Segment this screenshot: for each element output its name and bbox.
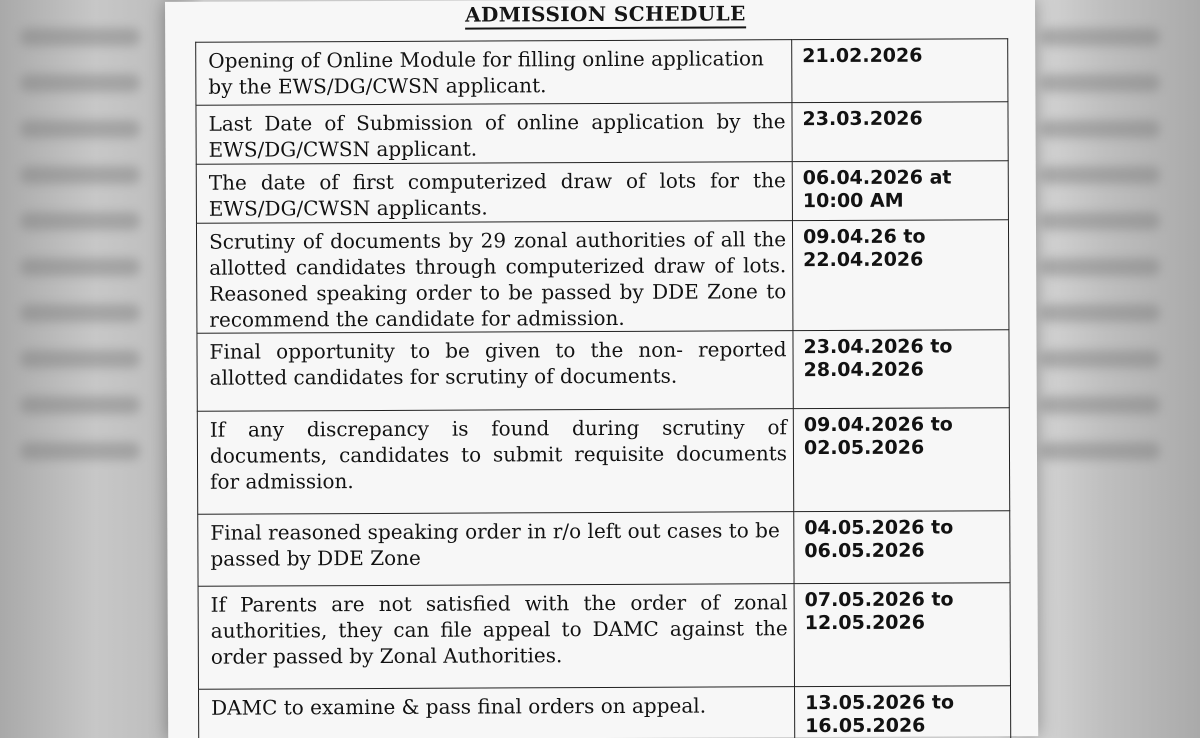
description-text: The date of first computerized draw of lots for the EWS/DG/CWSN applicants.	[208, 168, 786, 221]
admission-schedule-table	[195, 38, 1011, 738]
schedule-description	[198, 584, 794, 690]
blurred-text-line	[20, 396, 140, 414]
blurred-background-right	[1020, 0, 1200, 738]
blurred-text-line	[1040, 166, 1160, 184]
schedule-date: 09.04.2026 to 02.05.2026	[793, 408, 1009, 512]
blurred-text-line	[1040, 304, 1160, 322]
blurred-text-line	[1040, 28, 1160, 46]
description-text: If Parents are not satisfied with the order of zonal authorities, they can file appeal to DAMC against the order passed by Zonal Authorities.	[210, 590, 788, 669]
description-text: Scrutiny of documents by 29 zonal authorities of all the allotted candidates through computerized draw of lots. Reasoned speaking order to be passed by DDE Zone to recommend the candidate for admission.	[208, 227, 787, 332]
schedule-date: 06.04.2026 at 10:00 AM	[792, 161, 1008, 221]
schedule-row-last-date	[196, 102, 1008, 165]
blurred-text-line	[20, 166, 140, 184]
schedule-description	[196, 162, 792, 224]
schedule-row-document-scrutiny	[196, 220, 1008, 334]
schedule-row-final-opportunity	[197, 330, 1009, 412]
blurred-text-line	[1040, 396, 1160, 414]
page-title: ADMISSION SCHEDULE	[465, 1, 746, 29]
blurred-text-line	[20, 258, 140, 276]
blurred-text-line	[20, 304, 140, 322]
blurred-background-left	[0, 0, 180, 738]
schedule-row-draw-of-lots	[196, 161, 1008, 224]
description-text: Opening of Online Module for filling online application by the EWS/DG/CWSN applicant.	[208, 46, 764, 99]
description-text: Final reasoned speaking order in r/o left out cases to be passed by DDE Zone	[210, 518, 780, 571]
schedule-description	[196, 221, 792, 334]
schedule-row-discrepancy	[197, 408, 1009, 515]
description-text: Last Date of Submission of online application by the EWS/DG/CWSN applicant.	[208, 109, 786, 162]
schedule-row-online-module	[196, 39, 1008, 106]
schedule-description	[197, 331, 793, 412]
blurred-text-line	[1040, 212, 1160, 230]
blurred-text-line	[20, 74, 140, 92]
schedule-row-damc-orders	[199, 686, 1011, 738]
schedule-description	[199, 687, 795, 738]
blurred-text-line	[20, 120, 140, 138]
blurred-text-line	[20, 212, 140, 230]
schedule-date: 07.05.2026 to 12.05.2026	[794, 583, 1010, 687]
blurred-text-line	[20, 350, 140, 368]
schedule-description	[196, 40, 792, 106]
blurred-text-line	[20, 442, 140, 460]
schedule-row-left-out-cases	[198, 511, 1010, 587]
schedule-description	[197, 409, 793, 515]
blurred-text-line	[1040, 258, 1160, 276]
description-text: DAMC to examine & pass final orders on appeal.	[211, 693, 707, 720]
blurred-text-line	[1040, 350, 1160, 368]
schedule-description	[196, 103, 792, 165]
blurred-text-line	[1040, 442, 1160, 460]
schedule-paper	[165, 0, 1038, 738]
blurred-text-line	[1040, 74, 1160, 92]
schedule-date: 13.05.2026 to 16.05.2026	[794, 686, 1010, 738]
schedule-date: 23.03.2026	[792, 102, 1008, 162]
blurred-text-line	[1040, 120, 1160, 138]
schedule-description	[198, 512, 794, 587]
schedule-date: 04.05.2026 to 06.05.2026	[794, 511, 1010, 584]
schedule-row-parent-appeal	[198, 583, 1010, 690]
description-text: If any discrepancy is found during scrutiny of documents, candidates to submit requisite documents for admission.	[209, 415, 788, 494]
schedule-date: 23.04.2026 to 28.04.2026	[793, 330, 1009, 409]
description-text: Final opportunity to be given to the non- reported allotted candidates for scrutiny of documents.	[209, 337, 787, 390]
schedule-date: 09.04.26 to 22.04.2026	[792, 220, 1008, 331]
blurred-text-line	[20, 28, 140, 46]
schedule-date: 21.02.2026	[792, 39, 1008, 103]
